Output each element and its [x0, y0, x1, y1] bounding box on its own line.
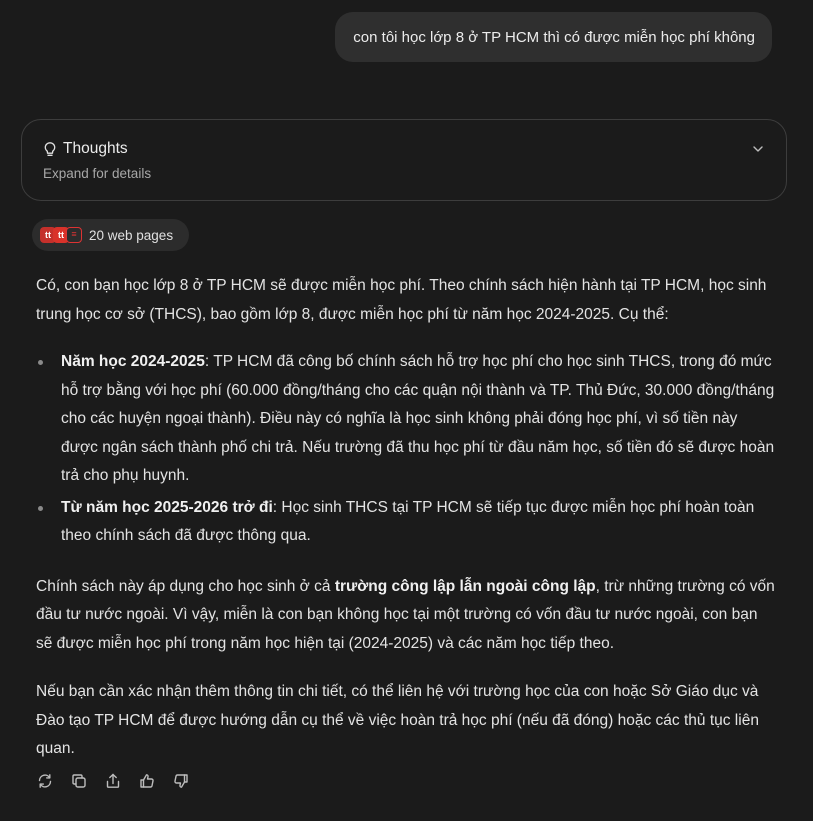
regenerate-icon[interactable]	[36, 772, 54, 790]
thoughts-title: Thoughts	[63, 140, 128, 157]
thoughts-title-row	[43, 140, 128, 158]
web-sources-chip[interactable]	[32, 219, 189, 251]
chevron-down-icon[interactable]	[751, 142, 765, 156]
source-favicon-icon: tt	[40, 227, 56, 243]
web-sources-label: 20 web pages	[89, 227, 174, 243]
share-icon[interactable]	[104, 772, 122, 790]
answer-intro: Có, con bạn học lớp 8 ở TP HCM sẽ được miễn học phí. Theo chính sách hiện hành tại TP HCM, học sinh trung học cơ sở (THCS), bao gồm lớp 8, được miễn học phí từ năm học 2024-2025. Cụ thể:	[36, 277, 767, 323]
source-favicon-icon: tt	[53, 227, 69, 243]
thumbs-up-icon[interactable]	[138, 772, 156, 790]
user-message-bubble	[335, 12, 772, 62]
message-actions	[36, 772, 190, 790]
source-favicon-icon: ≡	[66, 227, 82, 243]
thumbs-down-icon[interactable]	[172, 772, 190, 790]
answer-paragraph-scope	[36, 573, 776, 659]
assistant-answer	[36, 272, 776, 764]
list-item	[36, 348, 776, 491]
copy-icon[interactable]	[70, 772, 88, 790]
bullet-text: : Học sinh THCS tại TP HCM sẽ tiếp tục được miễn học phí hoàn toàn theo chính sách đã được thông qua.	[61, 498, 755, 544]
thoughts-subtitle: Expand for details	[43, 166, 152, 181]
source-favicons	[40, 227, 79, 243]
bullet-heading: Từ năm học 2025-2026 trở đi	[61, 498, 273, 516]
list-item	[36, 494, 776, 551]
thoughts-panel[interactable]	[21, 119, 787, 201]
paragraph-text: Chính sách này áp dụng cho học sinh ở cả	[36, 577, 335, 595]
lightbulb-icon	[43, 141, 57, 157]
paragraph-emphasis: trường công lập lẫn ngoài công lập	[334, 577, 596, 595]
bullet-text: : TP HCM đã công bố chính sách hỗ trợ học phí cho học sinh THCS, trong đó mức hỗ trợ bằng với học phí (60.000 đồng/tháng cho các quận nội thành và TP. Thủ Đức, 30.000 đồng/tháng cho các huyện ngoại thành). Điều này có nghĩa là học sinh không phải đóng học phí, vì số tiền này được ngân sách thành phố chi trả. Nếu trường đã thu học phí từ đầu năm học, số tiền đó sẽ được hoàn trả cho phụ huynh.	[61, 353, 775, 484]
answer-bullet-list	[36, 348, 776, 551]
user-message-text: con tôi học lớp 8 ở TP HCM thì có được miễn học phí không	[353, 28, 755, 46]
bullet-heading: Năm học 2024-2025	[61, 353, 205, 370]
answer-paragraph-contact: Nếu bạn cần xác nhận thêm thông tin chi tiết, có thể liên hệ với trường học của con hoặc Sở Giáo dục và Đào tạo TP HCM để được hướng dẫn cụ thể về việc hoàn trả học phí (nếu đã đóng) hoặc các thủ tục liên quan.	[36, 683, 759, 757]
paragraph-text: , trừ những trường có vốn đầu tư nước ngoài. Vì vậy, miễn là con bạn không học tại một trường có vốn đầu tư nước ngoài, con bạn sẽ được miễn học phí trong năm học hiện tại (2024-2025) và các năm học tiếp theo.	[36, 577, 775, 652]
